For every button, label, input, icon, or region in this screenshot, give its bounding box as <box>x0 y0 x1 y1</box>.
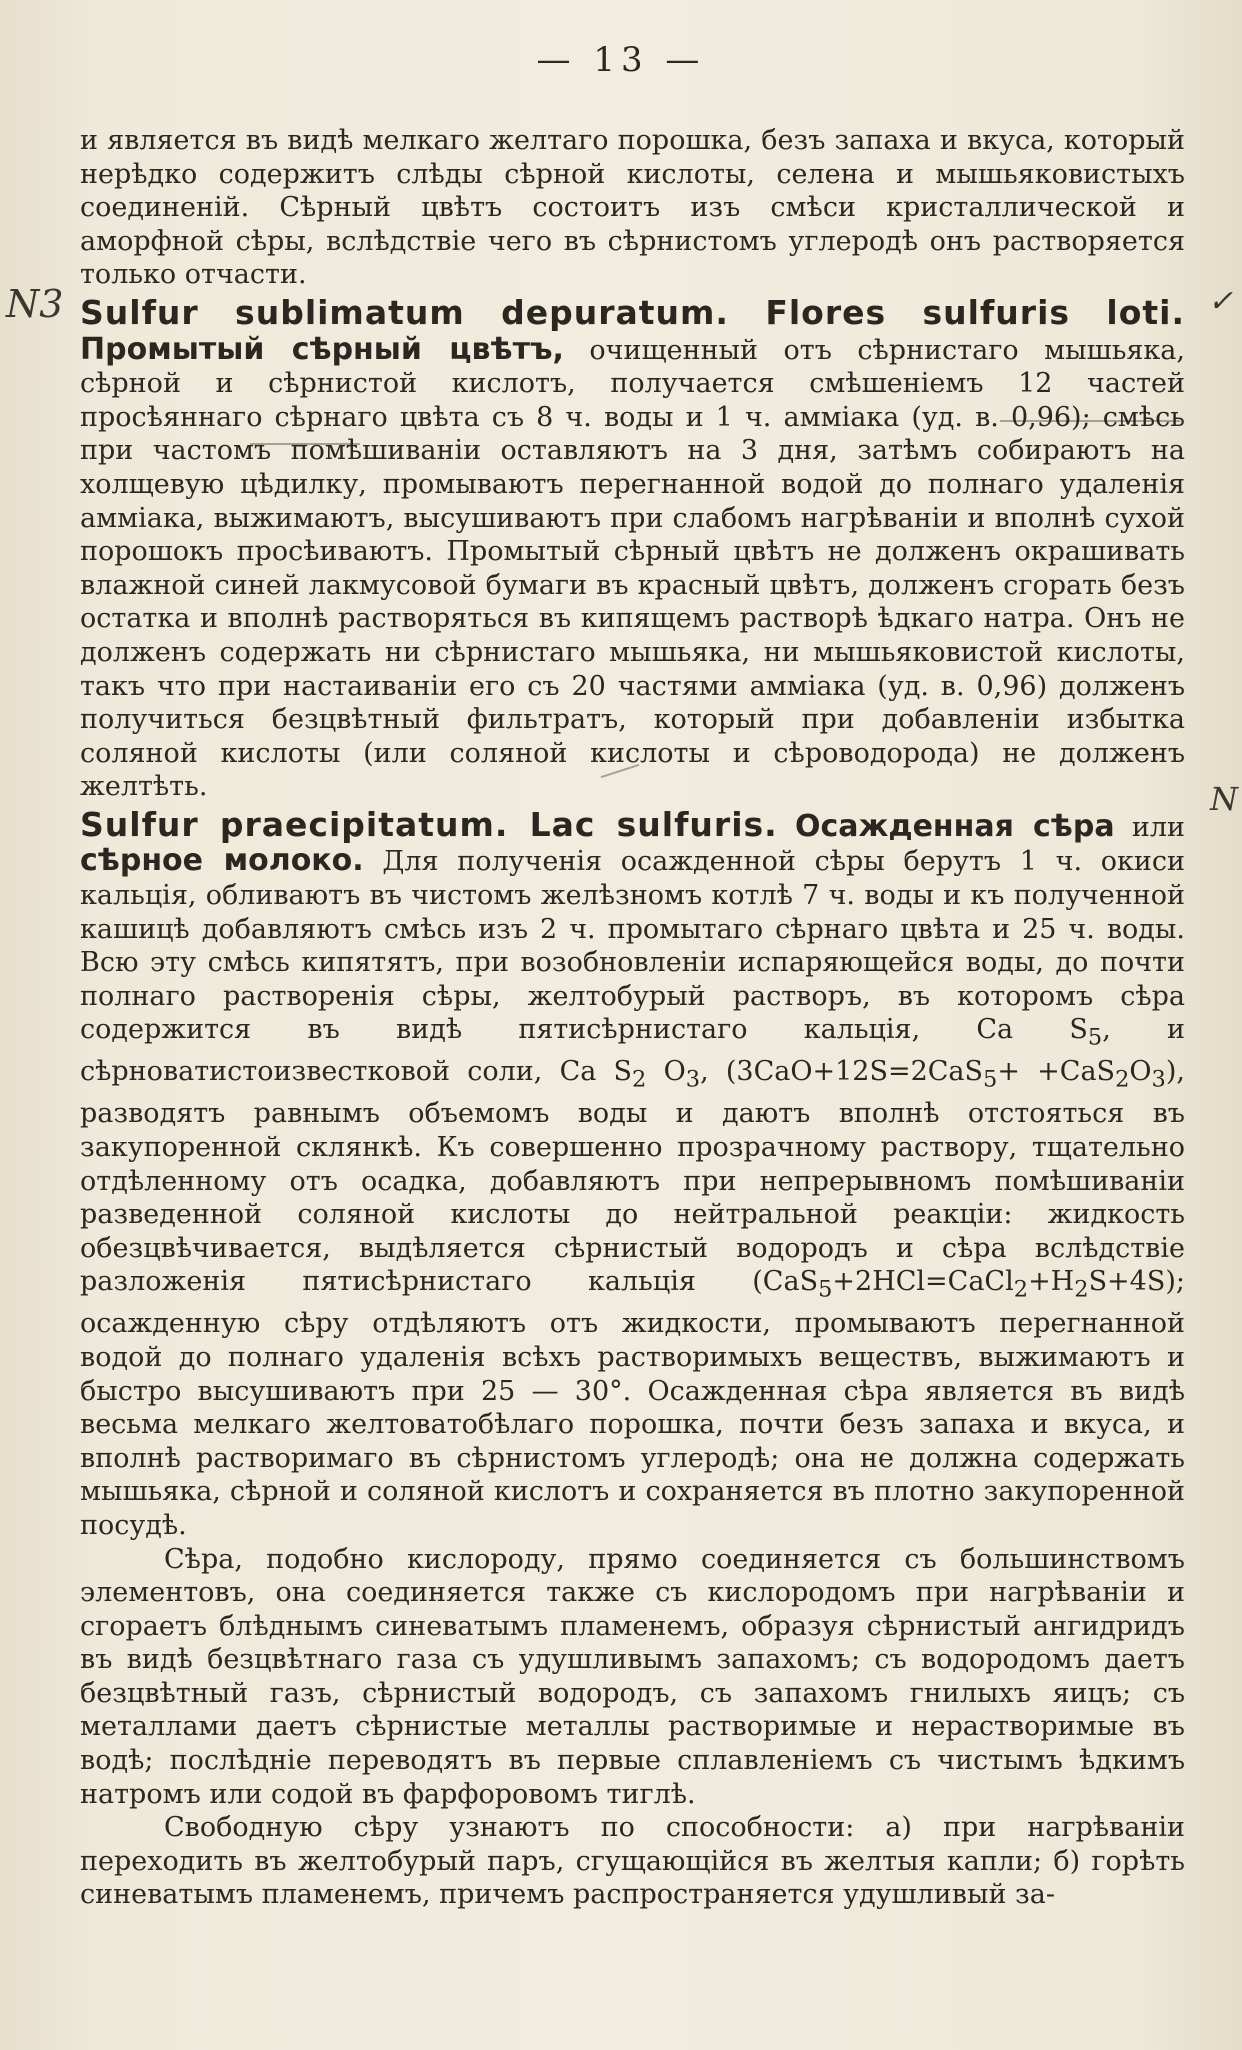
subscript: 5 <box>1087 1024 1103 1051</box>
subscript: 2 <box>1115 1066 1130 1093</box>
handwritten-tick-mark: ✓ <box>1208 284 1234 319</box>
page-body <box>80 124 1185 1912</box>
subscript: 3 <box>1151 1066 1166 1093</box>
subscript: 5 <box>818 1276 833 1303</box>
entry-conjunction: или <box>1131 811 1185 843</box>
paragraph-sulfur-properties: Сѣра, подобно кислороду, прямо соединяется съ большинствомъ элементовъ, она соединяется также съ кислородомъ при нагрѣваніи и сгораетъ блѣднымъ синеватымъ пламенемъ, образуя сѣрнистый ангидридъ въ видѣ безцвѣтнаго газа съ удушливымъ запахомъ; съ водородомъ даетъ безцвѣтный газъ, сѣрнистый водородъ, съ запахомъ гнилыхъ яицъ; съ металлами даетъ сѣрнистые металлы растворимые и нерастворимые въ водѣ; послѣдніе переводятъ въ первые сплавленіемъ съ чистымъ ѣдкимъ натромъ или содой въ фарфоровомъ тиглѣ. <box>80 1543 1185 1810</box>
entry-text: +H <box>1028 1266 1075 1298</box>
entry-text: O <box>1129 1056 1152 1088</box>
entry-text: ), разводятъ равнымъ объемомъ воды и даютъ вполнѣ отстояться въ закупоренной склянкѣ. Къ совершенно прозрачному раствору, тщательно отдѣленному отъ осадка, добавляютъ при непрерывномъ помѣшиваніи разведенной соляной кислоты до нейтральной реакціи: жидкость обезцвѣчивается, выдѣляется сѣрнистый водородъ и сѣра вслѣдствіе разложенія пятисѣрнистаго кальція (CaS <box>80 1056 1185 1298</box>
page-number: — 13 — <box>536 40 706 80</box>
handwritten-margin-note-left: N3 <box>6 282 64 326</box>
subscript: 3 <box>685 1066 701 1093</box>
entry-text: + +CaS <box>997 1056 1116 1088</box>
entry-text: , (3CaO+12S=2CaS <box>700 1056 983 1088</box>
subscript: 5 <box>983 1066 998 1093</box>
entry-text: очищенный отъ сѣрнистаго мышьяка, сѣрной и сѣрнистой кислотъ, получается смѣшеніемъ 12 частей просѣяннаго сѣрнаго цвѣта съ 8 ч. воды и 1 ч. амміака (уд. в. 0,96); смѣсь при частомъ помѣшиваніи оставляютъ на 3 дня, затѣмъ собираютъ на холщевую цѣдилку, промываютъ перегнанной водой до полнаго удаленія амміака, выжимаютъ, высушиваютъ при слабомъ нагрѣваніи и вполнѣ сухой порошокъ просѣиваютъ. Промытый сѣрный цвѣтъ не долженъ окрашивать влажной синей лакмусовой бумаги въ красный цвѣтъ, долженъ сгорать безъ остатка и вполнѣ растворяться въ кипящемъ растворѣ ѣдкаго натра. Онъ не долженъ содержать ни сѣрнистаго мышьяка, ни мышьяковистой кислоты, такъ что при настаиваніи его съ 20 частями амміака (уд. в. 0,96) долженъ получиться безцвѣтный фильтратъ, который при добавленіи избытка соляной кислоты (или соляной кислоты и сѣроводорода) не долженъ желтѣть. <box>80 334 1185 803</box>
subscript: 2 <box>632 1066 647 1093</box>
paragraph-intro: и является въ видѣ мелкаго желтаго порошка, безъ запаха и вкуса, который нерѣдко содержитъ слѣды сѣрной кислоты, селена и мышьяковистыхъ соединеній. Сѣрный цвѣтъ состоитъ изъ смѣси кристаллической и аморфной сѣры, вслѣдствіе чего въ сѣрнистомъ углеродѣ онъ растворяется только отчасти. <box>80 125 1185 291</box>
handwritten-margin-note-right: N <box>1210 780 1238 818</box>
entry-text: +2HCl=CaCl <box>832 1266 1014 1298</box>
entry-russian-title-alt: сѣрное молоко. <box>80 843 364 879</box>
entry-sulfur-depuratum <box>80 292 1185 804</box>
subscript: 2 <box>1013 1276 1029 1303</box>
entry-latin-title: Sulfur praecipitatum. Lac sulfuris. <box>80 804 778 844</box>
entry-russian-title: Промытый сѣрный цвѣтъ, <box>80 331 564 367</box>
entry-text: , и сѣрноватистоизвестковой соли, Ca S <box>80 1014 1185 1088</box>
entry-sulfur-praecipitatum <box>80 804 1186 1543</box>
subscript: 2 <box>1074 1276 1089 1303</box>
paragraph-sulfur-detection: Свободную сѣру узнаютъ по способности: а) при нагрѣваніи переходить въ желтобурый паръ, сгущающійся въ желтыя капли; б) горѣть синеватымъ пламенемъ, причемъ распространяется удушливый за- <box>80 1812 1185 1911</box>
entry-text: Для полученія осажденной сѣры берутъ 1 ч. окиси кальція, обливаютъ въ чистомъ желѣзномъ котлѣ 7 ч. воды и къ полученной кашицѣ добавляютъ смѣсь изъ 2 ч. промытаго сѣрнаго цвѣта и 25 ч. воды. Всю эту смѣсь кипятятъ, при возобновленіи испаряющейся воды, до почти полнаго растворенія сѣры, желтобурый растворъ, въ которомъ сѣра содержится въ видѣ пятисѣрнистаго кальція, Ca S <box>80 846 1186 1046</box>
entry-text: S+4S); осажденную сѣру отдѣляютъ отъ жидкости, промываютъ перегнанной водой до полнаго удаленія всѣхъ растворимыхъ веществъ, выжимаютъ и быстро высушиваютъ при 25 — 30°. Осажденная сѣра является въ видѣ весьма мелкаго желтоватобѣлаго порошка, почти безъ запаха и вкуса, и вполнѣ растворимаго въ сѣрнистомъ углеродѣ; она не должна содержать мышьяка, сѣрной и соляной кислотъ и сохраняется въ плотно закупоренной посудѣ. <box>80 1266 1185 1541</box>
entry-text: O <box>646 1056 686 1088</box>
entry-russian-title: Осажденная сѣра <box>794 808 1115 844</box>
entry-latin-title: Sulfur sublimatum depuratum. Flores sulfuris loti. <box>80 292 1185 332</box>
